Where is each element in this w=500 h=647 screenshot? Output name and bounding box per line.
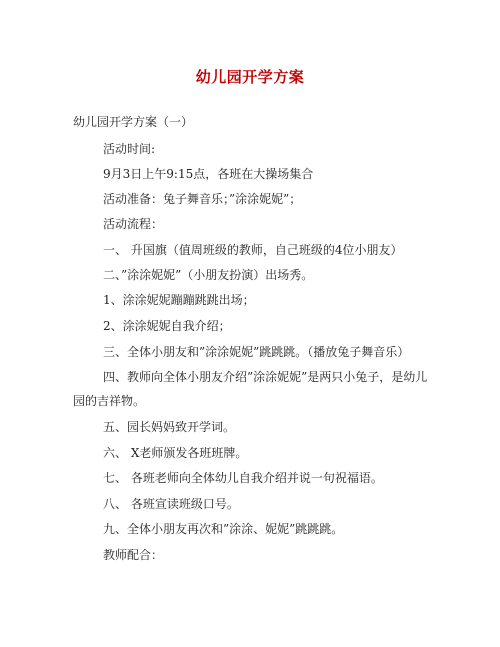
section-heading: 幼儿园开学方案（一） <box>73 115 194 129</box>
paragraph-line: 1、涂涂妮妮蹦蹦跳跳出场； <box>103 293 255 307</box>
paragraph-line: 活动准备：兔子舞音乐；”涂涂妮妮”； <box>103 192 302 206</box>
paragraph-line: 教师配合： <box>103 548 164 562</box>
paragraph-line: 七、 各班老师向全体幼儿自我介绍并说一句祝福语。 <box>103 471 383 485</box>
paragraph-line: 四、教师向全体小朋友介绍”涂涂妮妮”是两只小兔子，是幼儿 <box>103 370 428 384</box>
paragraph-line: 九、全体小朋友再次和”涂涂、妮妮”跳跳跳。 <box>103 522 344 536</box>
paragraph-line: 五、园长妈妈致开学词。 <box>103 420 236 434</box>
paragraph-line: 六、 X老师颁发各班班牌。 <box>103 446 248 460</box>
paragraph-line: 活动时间: <box>103 142 156 156</box>
paragraph-line: 三、全体小朋友和”涂涂妮妮”跳跳跳。（播放兔子舞音乐） <box>103 345 410 359</box>
document-title: 幼儿园开学方案 <box>195 68 305 86</box>
paragraph-line: 八、 各班宣读班级口号。 <box>103 497 239 511</box>
paragraph-line: 2、涂涂妮妮自我介绍； <box>103 319 231 333</box>
paragraph-line: 一、 升国旗（值周班级的教师，自己班级的4位小朋友） <box>103 243 403 257</box>
paragraph-line: 活动流程： <box>103 217 164 231</box>
paragraph-line: 9月3日上午9:15点，各班在大操场集合 <box>103 167 314 181</box>
paragraph-line: 二、”涂涂妮妮”（小朋友扮演）出场秀。 <box>103 268 314 282</box>
paragraph-line: 园的吉祥物。 <box>73 394 146 408</box>
